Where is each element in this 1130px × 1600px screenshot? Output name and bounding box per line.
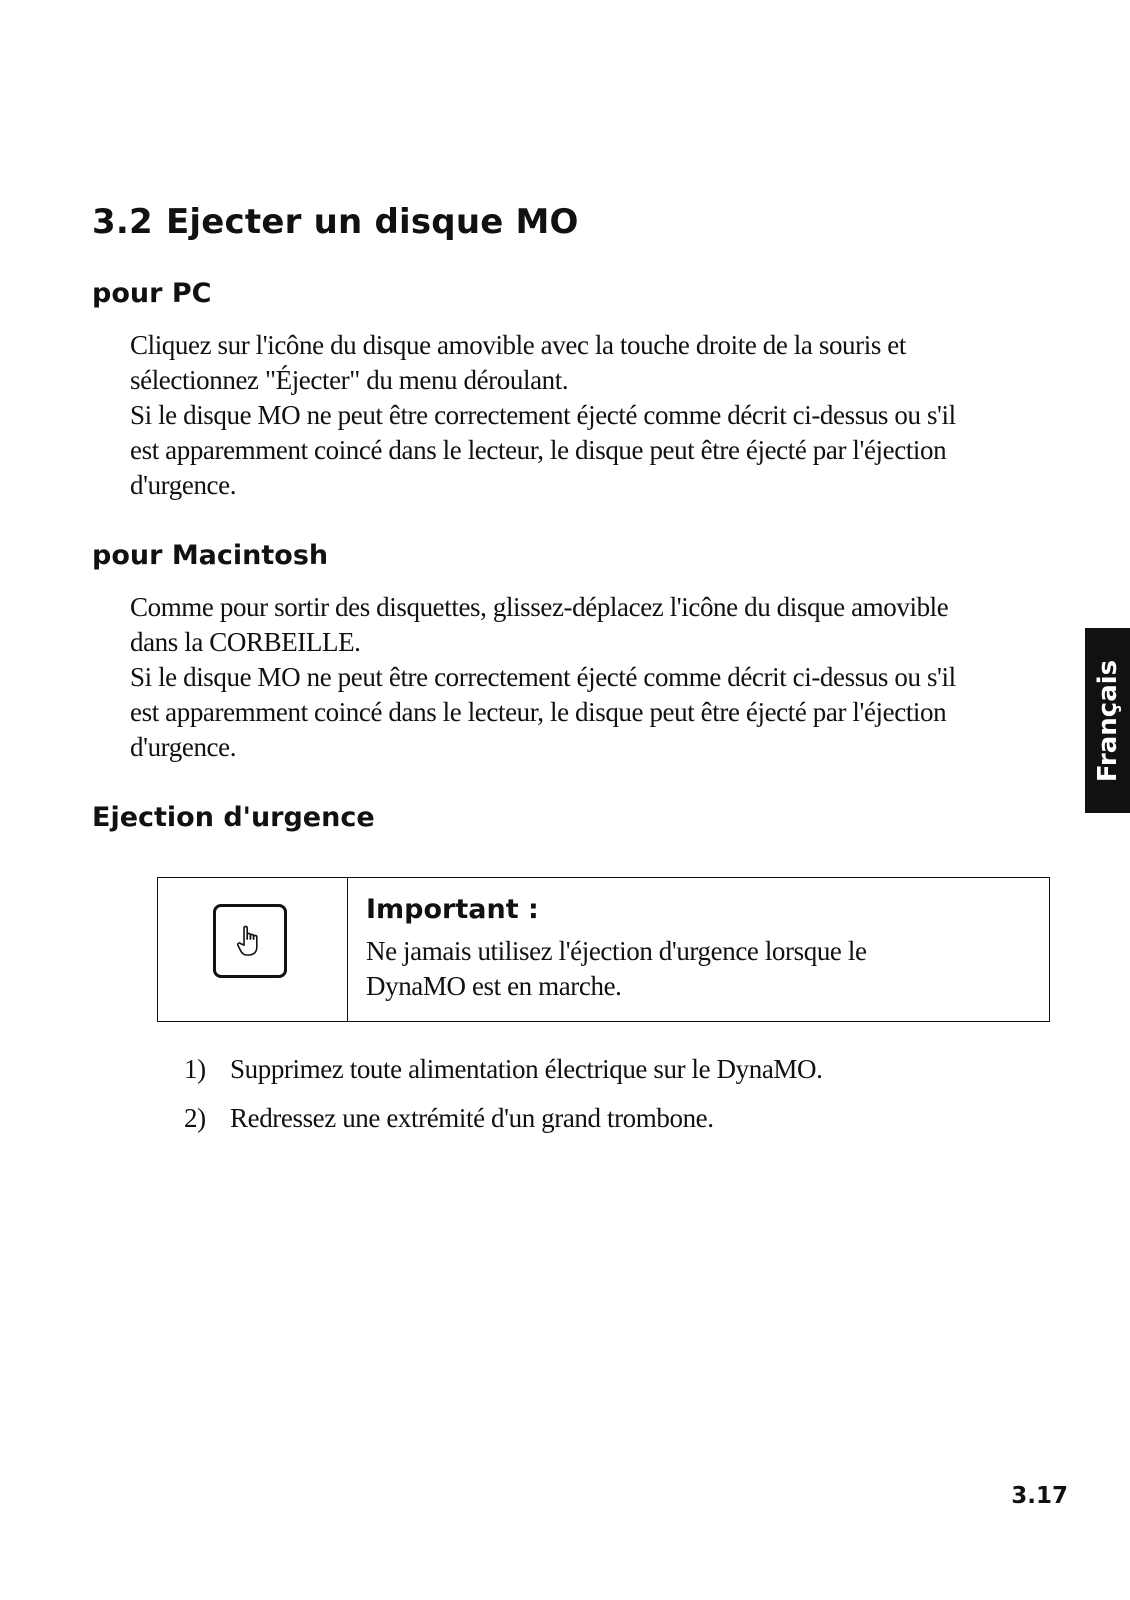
important-title: Important :	[366, 894, 539, 925]
pc-heading: pour PC	[92, 278, 212, 309]
step-text: Redressez une extrémité d'un grand trombone.	[230, 1103, 714, 1133]
important-line: Ne jamais utilisez l'éjection d'urgence lorsque le	[366, 936, 867, 966]
pc-line: sélectionnez "Éjecter" du menu déroulant.	[130, 365, 569, 395]
mac-line: est apparemment coincé dans le lecteur, le disque peut être éjecté par l'éjection	[130, 697, 947, 727]
mac-line: dans la CORBEILLE.	[130, 627, 361, 657]
pc-line: d'urgence.	[130, 470, 237, 500]
step-text: Supprimez toute alimentation électrique sur le DynaMO.	[230, 1054, 823, 1084]
important-notice	[157, 877, 1050, 1022]
pc-line: est apparemment coincé dans le lecteur, le disque peut être éjecté par l'éjection	[130, 435, 947, 465]
pc-line: Si le disque MO ne peut être correctement éjecté comme décrit ci-dessus ou s'il	[130, 400, 956, 430]
list-item	[184, 1052, 822, 1101]
mac-line: Comme pour sortir des disquettes, glissez-déplacez l'icône du disque amovible	[130, 592, 949, 622]
step-number: 1)	[184, 1054, 206, 1084]
pc-line: Cliquez sur l'icône du disque amovible avec la touche droite de la souris et	[130, 330, 906, 360]
mac-line: Si le disque MO ne peut être correctement éjecté comme décrit ci-dessus ou s'il	[130, 662, 956, 692]
section-number: 3.2	[92, 202, 153, 242]
notice-icon-cell	[158, 878, 348, 1021]
section-title-text: Ejecter un disque MO	[166, 202, 579, 242]
steps-list	[184, 1052, 822, 1150]
pointing-hand-icon	[213, 904, 287, 978]
pc-paragraph	[130, 328, 1050, 503]
step-number: 2)	[184, 1103, 206, 1133]
mac-heading: pour Macintosh	[92, 540, 329, 571]
section-title	[92, 202, 579, 242]
important-line: DynaMO est en marche.	[366, 971, 622, 1001]
list-item	[184, 1101, 822, 1150]
language-tab	[1085, 628, 1130, 813]
mac-line: d'urgence.	[130, 732, 237, 762]
page-number: 3.17	[1011, 1483, 1068, 1509]
mac-paragraph	[130, 590, 1050, 765]
language-tab-label: Français	[1092, 659, 1123, 782]
emergency-heading: Ejection d'urgence	[92, 802, 375, 833]
important-text	[366, 934, 1016, 1004]
